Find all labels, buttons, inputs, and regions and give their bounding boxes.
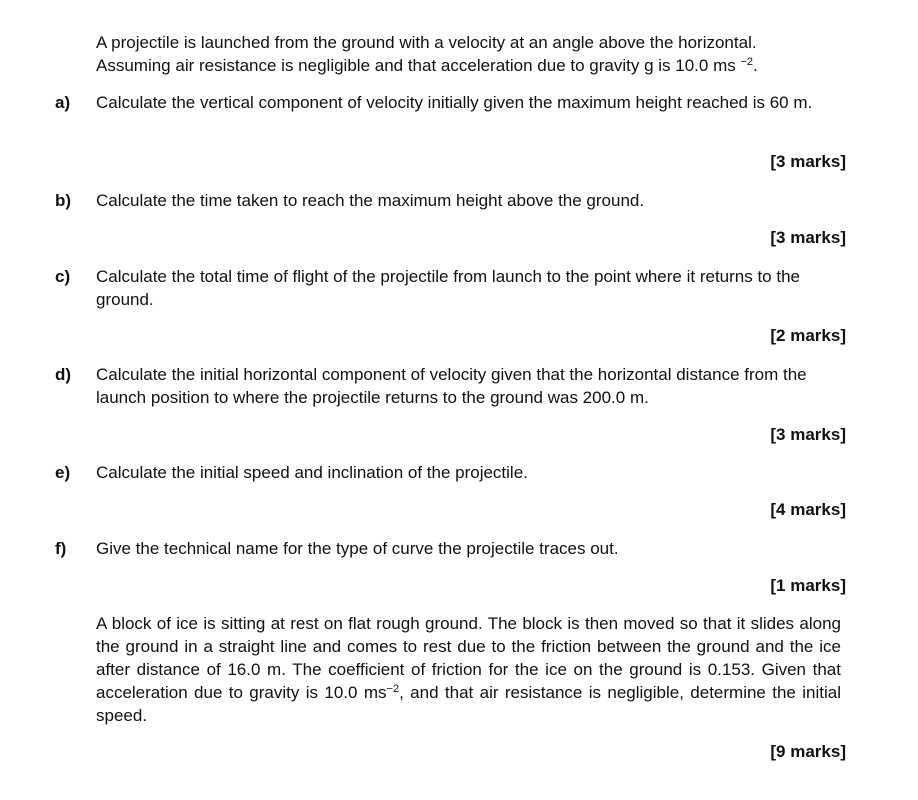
question-label: b) — [55, 191, 72, 210]
intro-line-2 — [96, 54, 841, 77]
question-label: d) — [55, 365, 72, 384]
ice-text-after: , and that air resistance is negligible, determine the initial speed. — [96, 683, 841, 725]
marks-c: [2 marks] — [770, 326, 846, 345]
marks-a: [3 marks] — [770, 152, 846, 171]
marks-e: [4 marks] — [770, 500, 846, 519]
question-text: Give the technical name for the type of curve the projectile traces out. — [96, 539, 619, 558]
question-text: Calculate the time taken to reach the maximum height above the ground. — [96, 191, 645, 210]
intro-end: . — [753, 56, 758, 75]
question-label: f) — [55, 539, 67, 558]
marks-d: [3 marks] — [770, 425, 846, 444]
intro-line-1: A projectile is launched from the ground with a velocity at an angle above the horizontal. — [96, 33, 757, 52]
question-text: Calculate the vertical component of velocity initially given the maximum height reached is 60 m. — [96, 93, 813, 112]
question-label: a) — [55, 93, 71, 112]
intro-paragraph — [96, 31, 841, 77]
question-text: Calculate the initial speed and inclination of the projectile. — [96, 463, 528, 482]
intro-line-2-text: Assuming air resistance is negligible and that acceleration due to gravity g is 10.0 ms — [96, 56, 736, 75]
question-text: Calculate the total time of flight of the projectile from launch to the point where it returns to the ground. — [96, 267, 800, 309]
intro-superscript: −2 — [740, 56, 754, 68]
ice-text-before: A block of ice is sitting at rest on flat rough ground. The block is then moved so that it slides along the ground in a straight line and comes to rest due to the friction between the ground and the ice after distance of 16.0 m. The coefficient of friction for the ice on the ground is 0.153. Given that acceleration due to gravity is 10.0 ms — [96, 614, 841, 702]
marks-b: [3 marks] — [770, 228, 846, 247]
question-text: Calculate the initial horizontal component of velocity given that the horizontal distance from the launch position to where the projectile returns to the ground was 200.0 m. — [96, 365, 807, 407]
ice-superscript: −2 — [386, 683, 400, 695]
question-label: c) — [55, 267, 71, 286]
marks-f: [1 marks] — [770, 576, 846, 595]
ice-paragraph — [96, 612, 841, 727]
marks-ice: [9 marks] — [770, 742, 846, 761]
question-label: e) — [55, 463, 71, 482]
